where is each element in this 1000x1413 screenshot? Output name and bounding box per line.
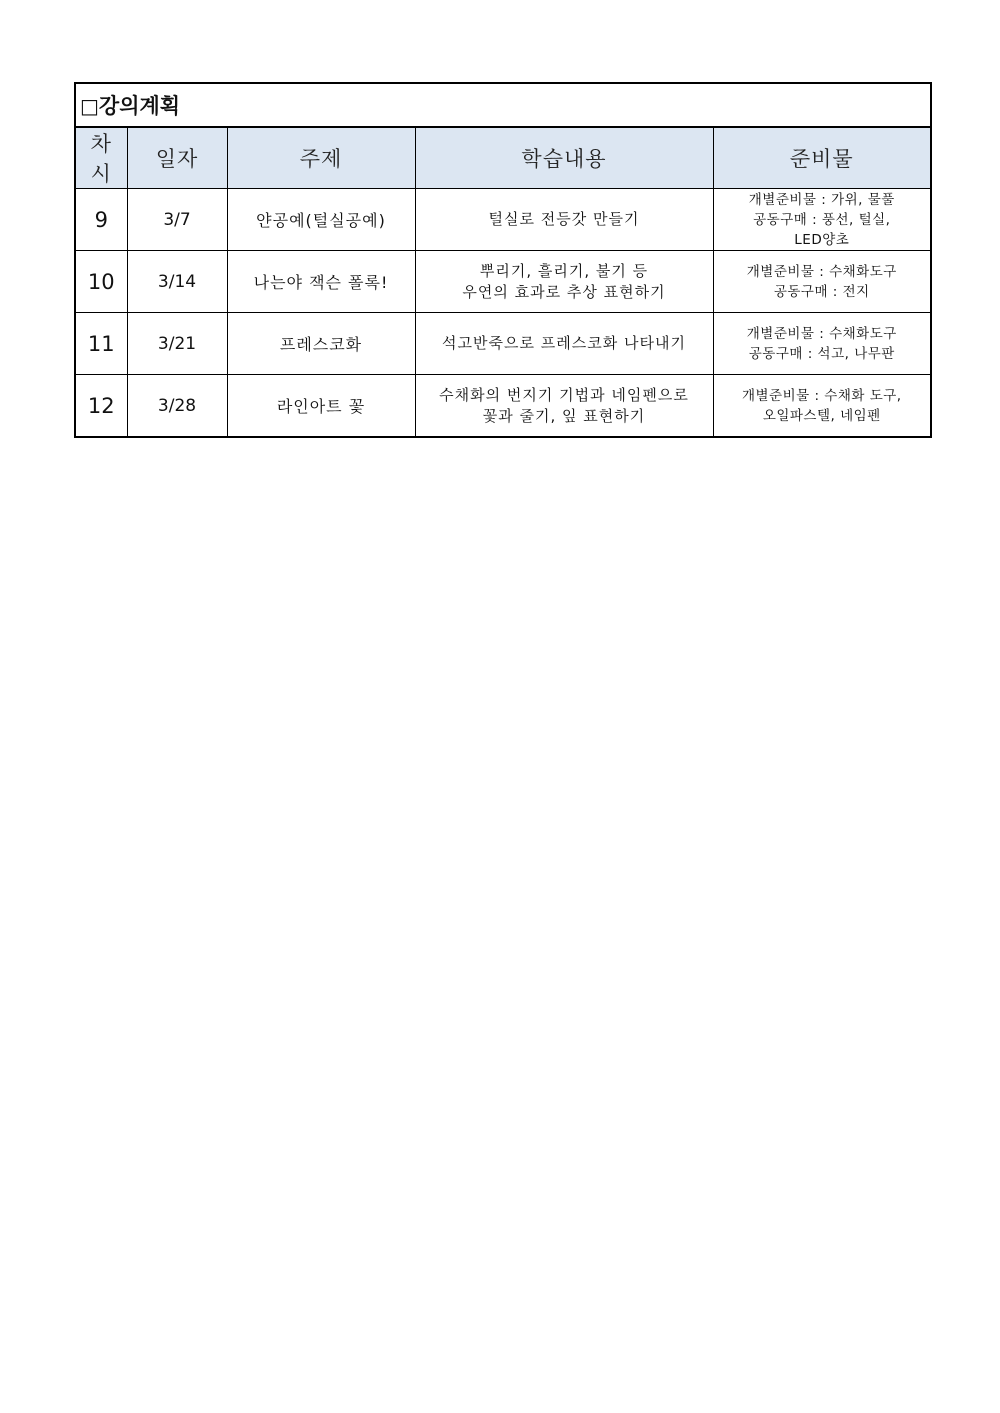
header-topic: 주제 (227, 127, 415, 189)
materials-line: 개별준비물 : 수채화도구 (746, 263, 897, 280)
date-cell: 3/28 (127, 375, 227, 438)
section-title-text: 강의계획 (98, 94, 181, 118)
materials-cell (713, 313, 931, 375)
materials-line: 개별준비물 : 수채화 도구, (741, 387, 902, 404)
materials-cell (713, 189, 931, 251)
header-date: 일자 (127, 127, 227, 189)
materials-line: LED양초 (794, 231, 850, 248)
materials-line: 개별준비물 : 수채화도구 (746, 325, 897, 342)
header-session: 차시 (75, 127, 127, 189)
materials-cell (713, 375, 931, 438)
topic-cell: 나는야 잭슨 폴록! (227, 251, 415, 313)
materials-line: 공동구매 : 전지 (773, 283, 870, 300)
table-row (75, 251, 931, 313)
materials-line: 공동구매 : 석고, 나무판 (748, 345, 895, 362)
table-row (75, 375, 931, 438)
date-cell: 3/7 (127, 189, 227, 251)
content-line: 석고반죽으로 프레스코화 나타내기 (442, 334, 686, 352)
topic-cell: 얀공예(털실공예) (227, 189, 415, 251)
date-cell: 3/14 (127, 251, 227, 313)
session-cell: 12 (75, 375, 127, 438)
content-line: 수채화의 번지기 기법과 네임펜으로 (439, 385, 689, 404)
table-header-row (75, 127, 931, 189)
session-cell: 9 (75, 189, 127, 251)
content-line: 우연의 효과로 추상 표현하기 (462, 282, 666, 301)
content-cell (415, 189, 713, 251)
content-cell (415, 313, 713, 375)
lecture-plan-table (74, 82, 932, 438)
table-row (75, 313, 931, 375)
materials-line: 오일파스텔, 네임펜 (762, 407, 881, 424)
topic-cell: 라인아트 꽃 (227, 375, 415, 438)
session-cell: 10 (75, 251, 127, 313)
content-line: 털실로 전등갓 만들기 (488, 210, 640, 228)
header-materials: 준비물 (713, 127, 931, 189)
materials-cell (713, 251, 931, 313)
date-cell: 3/21 (127, 313, 227, 375)
materials-line: 개별준비물 : 가위, 물풀 (748, 191, 895, 208)
table-title-row (75, 83, 931, 127)
content-line: 꽃과 줄기, 잎 표현하기 (482, 406, 646, 425)
session-cell: 11 (75, 313, 127, 375)
content-line: 뿌리기, 흘리기, 불기 등 (479, 261, 649, 280)
section-title (75, 83, 931, 127)
topic-cell: 프레스코화 (227, 313, 415, 375)
materials-line: 공동구매 : 풍선, 털실, (753, 211, 891, 228)
content-cell (415, 251, 713, 313)
table-row (75, 189, 931, 251)
content-cell (415, 375, 713, 438)
checkbox-icon: □ (80, 94, 99, 118)
header-content: 학습내용 (415, 127, 713, 189)
